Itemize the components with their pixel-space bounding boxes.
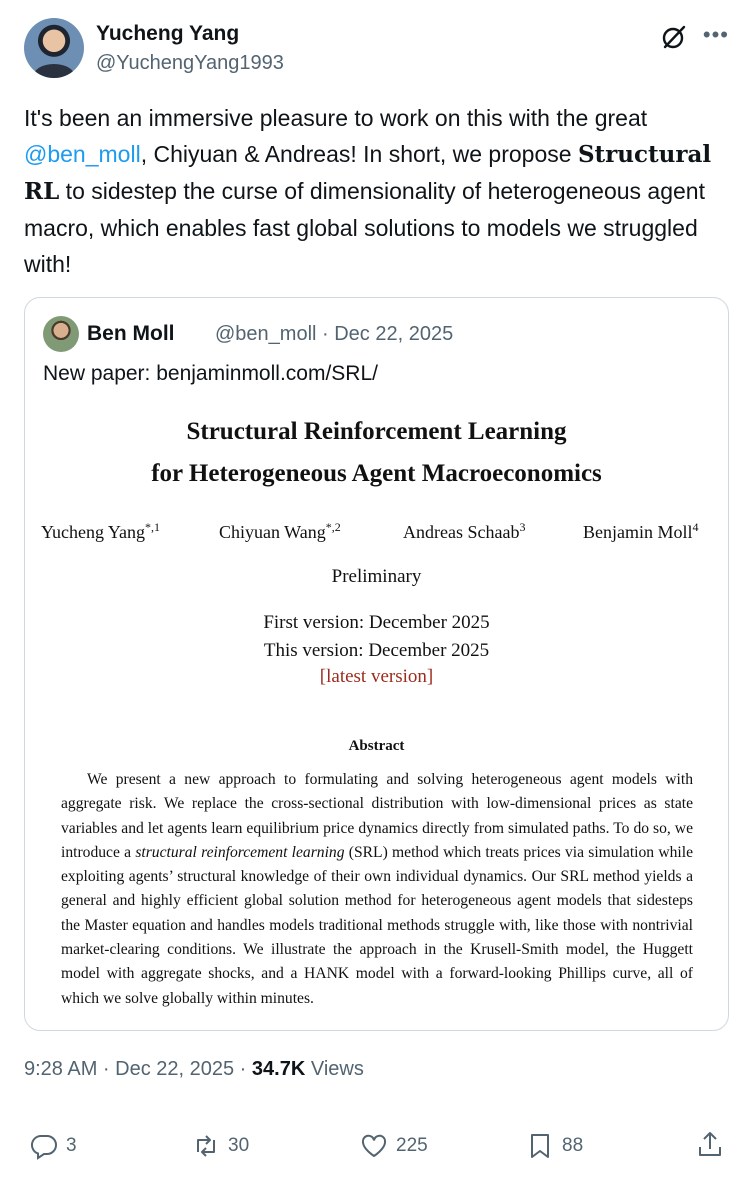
author-avatar[interactable]: [24, 18, 84, 78]
bookmark-button[interactable]: [526, 1126, 583, 1166]
reply-button[interactable]: [30, 1126, 77, 1166]
author-sup: 3: [519, 520, 526, 534]
paper-title-line2: for Heterogeneous Agent Macroeconomics: [151, 460, 602, 487]
tweet-text-part: It's been an immersive pleasure to work on this with the great: [24, 105, 648, 131]
tweet-header: [24, 16, 729, 80]
paper-author: [41, 520, 160, 543]
paper-abstract-title: Abstract: [348, 738, 405, 754]
tweet-text-part: to sidestep the curse of dimensionality of heterogeneous agent macro, which enables fast global solutions to models we struggled with!: [24, 178, 705, 277]
abstract-italic: structural reinforcement learning: [135, 843, 345, 861]
paper-author: [219, 520, 341, 543]
like-count: 225: [396, 1135, 428, 1156]
bold-term: Structural RL: [24, 141, 712, 205]
views-label: Views: [305, 1058, 364, 1080]
tweet-text-part: , Chiyuan & Andreas! In short, we propose: [140, 141, 578, 167]
quote-author-avatar[interactable]: [43, 316, 79, 352]
tweet-timestamp: [24, 1058, 364, 1081]
bookmark-icon: [526, 1132, 554, 1160]
quote-text: New paper: benjaminmoll.com/SRL/: [43, 362, 378, 385]
views-count: 34.7K: [251, 1058, 306, 1080]
abstract-text: (SRL) method which treats prices via simulation while exploiting agents’ structural knowledge of their own individual dynamics. Our SRL method yields a general and highly efficient global solution method for heterogeneous agent models that sidesteps the Master equation and handles models traditional methods struggle with, like those with nontrivial market-clearing conditions. We illustrate the approach in the Krusell-Smith model, the Huggett model with aggregate shocks, and a HANK model with a forward-looking Phillips curve, all of which we solve globally within minutes.: [61, 843, 694, 1007]
like-icon: [360, 1132, 388, 1160]
quote-meta: @ben_moll · Dec 22, 2025: [215, 323, 454, 345]
author-sup: *,1: [145, 520, 161, 534]
author-label: Chiyuan Wang: [219, 522, 326, 542]
paper-this-version: This version: December 2025: [263, 640, 490, 661]
paper-image[interactable]: [25, 398, 728, 1028]
paper-first-version: First version: December 2025: [263, 612, 490, 633]
abstract-text: We present a new approach to formulating and solving heterogeneous agent models with aggregate risk. We replace the cross-sectional distribution with low-dimensional prices as state variables and let agents learn equilibrium price dynamics directly from simulated paths. To do so, we introduce a: [61, 771, 693, 861]
tweet-text: [24, 100, 729, 282]
timestamp-time[interactable]: 9:28 AM · Dec 22, 2025 ·: [24, 1058, 252, 1080]
reply-icon: [30, 1132, 58, 1160]
paper-abstract: [61, 768, 693, 1011]
more-icon[interactable]: •••: [702, 22, 729, 47]
repost-count: 30: [228, 1135, 250, 1156]
paper-status: Preliminary: [331, 566, 422, 587]
author-sup: *,2: [325, 520, 341, 534]
reply-count: 3: [66, 1135, 77, 1156]
author-label: Benjamin Moll: [583, 522, 693, 542]
paper-author: [583, 520, 699, 543]
mention-link[interactable]: @ben_moll: [24, 141, 141, 167]
share-icon[interactable]: [697, 1130, 723, 1158]
action-bar: [24, 1126, 729, 1166]
paper-title-line1: Structural Reinforcement Learning: [186, 418, 567, 445]
author-label: Yucheng Yang: [41, 522, 146, 542]
bookmark-count: 88: [562, 1135, 584, 1156]
grok-icon[interactable]: [661, 24, 687, 50]
repost-button[interactable]: [192, 1126, 249, 1166]
repost-icon: [192, 1132, 220, 1160]
paper-latest-version-link: [latest version]: [319, 666, 434, 687]
quoted-tweet[interactable]: [24, 297, 729, 1031]
author-name[interactable]: Yucheng Yang: [96, 22, 240, 45]
author-label: Andreas Schaab: [403, 522, 520, 542]
paper-author: [403, 520, 525, 543]
quote-author-name[interactable]: Ben Moll: [87, 322, 175, 345]
author-sup: 4: [692, 520, 699, 534]
like-button[interactable]: [360, 1126, 428, 1166]
author-handle[interactable]: @YuchengYang1993: [96, 52, 284, 74]
